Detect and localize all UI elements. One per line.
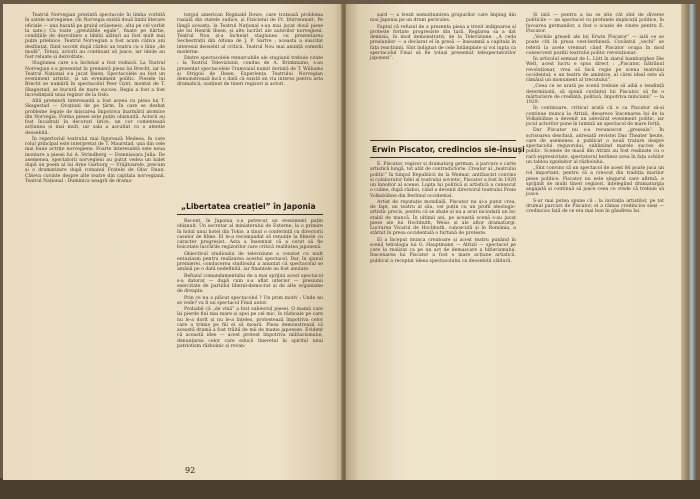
paragraph: Stagiunea care s-a încheiat a fost rodnică. La Teatrul Norvegian s-a prezentat în premieră piesa lui Brecht, iar la Teatrul Național s-a jucat Ibsen. Spectacolele au fost un eveniment artistic, și un eveniment politic. Piesele lui Brecht se numără în spectacolul Peer Gynt, montat de T. Skagestad, se bucură de mare succes. Regia a fost a fost încredințată unui regizor de la Oslo. (25, 61, 165, 98)
heading-underline (370, 157, 516, 158)
right-page (346, 4, 681, 480)
paragraph: Recent, în Japonia s-a petrecut un eveniment puțin obișnuit. Un secretar al ministerului de Externe, la o primire în holul unui hotel din Tokio, a ținut o conferință cu directorii caselor de filme. El le-a recomandat să renunțe la filmele cu caracter progresist. Asta a însemnat că a cerut să fie boicotate lucrările regizorilor care critică realitatea japoneză. (177, 219, 323, 251)
paragraph: Dar Piscator nu s-a recunoscut „greșeala”. În scrisoarea deschisă, adresată revistei Das Theater heute, care de asemenea a publicat o nouă tratare despre spectacolul regizorului, subliniind marele succes de public. Scenele de masă din Atrizii au fost realizate cu o rară expresivitate, spectatorul berlinez avea în fața ochilor un tablou zguduitor al războiului. (526, 128, 664, 165)
paragraph: Obiectivul studioului de televiziune a constat cu mult entuziasm pentru realizarea acestui spectacol. Dar, în ajunul premierei, conducerea studioului a anunțat că spectacolul se amână pe o dată nedefinită, iar finanțele au fost anulate. (177, 251, 323, 273)
book-fore-edge (681, 4, 700, 480)
paragraph: În repertoriul teatrului mai figurează Medeea, în care rolul principal este interpretat de T. Maurstad, una din cele mai bune actrițe norvegiene. Foarte interesantă este noua montare a piesei lui A. Strindberg — Domnișoara Julia. De asemenea, spectatorii norvegieni au putut vedea un balet după un poem al lui Arne Garborg — Vrăjitoarele, precum și o dramatizare după romanul Fratele de Olav Duun. Câteva cuvinte despre alte teatre din capitala norvegiană. Teatrul Național : Duminica neagră de drama- (25, 136, 165, 184)
paragraph: Dintre spectacolele remarcabile ale stagiunii trebuie citate : la Teatrul Televiziunii, condus de A. Brinkmann, s-au prezentat spectacolele Tramvaiul numit dorință de T. Williams și Strigoii de Ibsen. Experiența Teatrului Norvegian demonstrează încă o dată că există un viu interes pentru arta dramatică, susținut de tineri regizori și actori. (177, 56, 323, 88)
paragraph: S-ar mai putea spune că : la invitația artiștilor, pe tot drumul parcurs de Piscator, el a rămas credincios sieși — credincios față de ce era mai bun în gândirea lui. (526, 198, 664, 214)
paragraph: Probabil că „de vină” a fost subiectul piesei. O mamă care își pierde fiul mai mare și apoi pe cel mic, în războaie pe care nu le-a dorit și nu le-a înțeles, protestează împotriva celor care a trimis pe fiii ei să moară. Piesa demonstrează că această dramă a fost trăită de mii de mame japoneze. Evident că această idee — acest protest împotriva militarismului, denunțarea celor care educă tineretul în spiritul unui patriotism războinic și revan- (177, 307, 323, 349)
paragraph: Prin ce nu a plăcut spectacolul ? Un prim motiv : Unde nu se vede? va fi un spectacol Final autor. (177, 295, 323, 306)
paragraph: Teatrul Norvegian prezintă spectacole în limba vorbită în satele norvegiene. (În Norvegia există două limbi literare oficiale — una bazată pe graiul orășenesc, alta pe cel vorbit la sate.) Cu toate „greutățile egale”, fixate pe hârtie, condițiile de dezvoltare a limbii alături au fost mult mai puțin prielnice. Teatrul Norvegian a fost acum câțiva ani desființat, fiind socotit după război un teatru cu o linie „de modă”. Totuși, actorii au continuat să joace, iar ideile au fost reluate și dezvoltate. (25, 13, 165, 60)
heading-underline (177, 214, 323, 215)
left-page (3, 4, 344, 480)
paragraph: Altă premieră interesantă a fost aceea cu piesa lui T. Skagestad — Ovațiuni de pe țărm. În care se dezbat probleme legate de mișcarea împotriva înarmării atomice din Norvegia. Forma piesei este puțin obișnuită. Actorii au fost încadrați în decoruri lirice, un cor comentează acțiunea și mai mult, iar sala a ascultat cu o atenție deosebită. (25, 99, 165, 136)
paragraph: „Ceea ce se arată pe scenă trebuie să aibă o tendință determinată, să spună cuvântul lui Piscator, să fie o mărturisire de credință, politică, împotriva minciunii” — la 1929. (526, 84, 664, 105)
section-heading-piscator: Erwin Piscator, credincios sie-însuși (372, 145, 525, 154)
paragraph: În articolul semnat de L. Lütt în ziarul hamburghez Die Welt, acest lucru e spus direct : „Piscator, bătrânul revoluționar, vrea să facă regie pe scena teatrului occidental; e un teatru de amintire, al cărei ideal este să rămână un monument al trecutului”. (526, 57, 664, 83)
section-heading-japonia: „Libertatea creației” în Japonia (181, 202, 316, 211)
paragraph: „Vechile greșeli ale lui Erwin Piscator” — iată ce se poate citi în presa vest-berlineză. Cuvântul „vechi” se referă la acele vremuri când Piscator ocupa în mod consecvent poziții teatrului politic revoluționar. (526, 35, 664, 56)
paragraph: turgul american Reginald Rowe, care tratează problema rasială din statele sudice, și Fizicienii de Fr. Dürrenmatt. Pe lângă aceasta, la Teatrul Național s-au mai jucat două piese ale lui Henrik Ibsen, și alte lucrări ale autorilor norvegieni. Teatrul Nou și-a încheiat stagiunea cu prezentarea Sechestrații din Altona de J. P. Sartre ; aceasta a suscitat interesul deosebit al criticii. Teatrul Nou mai anunță comedii moderne. (177, 13, 323, 55)
book-cover-edge (0, 478, 700, 499)
page-number: 92 (185, 466, 196, 475)
paragraph: Refuzul comandamentului de a mai sprijini acest spectacol s-a datorat — după cum s-a aflat ulterior — presiunii exercitate de partidul liberal-democrat și de alte organisme de dreapta. (177, 273, 323, 295)
left-column-2-top (177, 13, 323, 181)
paragraph: Și iată — pentru a nu se știe cât sînt de diverse politicile — un spectacol cu profunde implicații politice, în favoarea germanilor, a fost o ocazie de cinste pentru E. Piscator. (526, 13, 664, 34)
right-column-2 (526, 13, 664, 464)
left-column-1 (25, 13, 165, 466)
paragraph: șard — a trezit nemulțumirea grupurilor care împing din nou Japonia pe un drum periculos. (370, 13, 516, 24)
paragraph: Artist de reputație mondială, Piscator nu și-a putut crea, de fapt, un teatru al său, cel puțin cu un profil ideologic-artistic precis, pentru că se zbate și nu a avut niciodată un loc stabil de muncă. În ultimii ani, pe această scenă s-au jucat piese ale lui Hochhuth, Weiss și ale altor dramaturgi. Lucrarea Vicarul de Hochhuth, cunoscută și în România, a stârnit în presa occidentală o furtună de proteste. (370, 199, 516, 237)
paragraph: E. Piscator, regizor și dramaturg german, a parcurs o carte artistică lungă, tot atât de contradictorie. Creator al „teatrului politic” în timpul Republicii de la Weimar, antifascist convins și colaborator fidel al teatrului sovietic, Piscator a fost în 1920 un înnoitor al scenei. Lupta lui politică și artistică a cunoscut o culme, după război, când a devenit directorul teatrului Freie Volksbühne din Berlinul occidental. (370, 162, 517, 199)
right-column-1-bottom (370, 162, 516, 464)
right-column-1-top (370, 13, 516, 133)
paragraph: Faptul că refuzul de a prezenta piesa a trezit indignarea și proteste forțate progresiste din țară. Reglarea sa a dat demisia, în mod demonstrativ, de la Televiziune. „A ceda presiunilor — a declarat el în presă — înseamnă a capitula în fața reacțiunii. Sînt îndignat de cele întâmplate și voi lupta ca spectacolul Final să fie totuși prezentat telespectatorilor japonezi”. (370, 24, 516, 61)
paragraph: În continuare, criticul arată că e ca Piscator să-și continue munca la Atrizii, deoarece înscenarea lui de la Volksbühne a devenit un adevărat eveniment politic, iar jocul actorilor pune în lumină un spectacol de mare forță. (526, 106, 664, 127)
paragraph: El a început munca creatoare și acest teatru punând în scenă tetralogia lui G. Hauptmann — Atrizii — spectacol pe care la realizat ca pe un act de demascare a hitlerismului. Înscenarea lui Piscator a fost o mare acțiune artistică, publicul a receptat ideea spectacolului cu deosebită căldură. (370, 237, 516, 264)
heading-overline (370, 140, 516, 141)
left-column-2-bottom (177, 219, 323, 464)
paragraph: „Sînt convins că un spectacol de acest fel poate juca un rol important, pentru că a crescut din tradiția marilor piese politice. Piscator nu este singurul care afirmă, e sprijinit de mulți tineri regizori, înțelegând dramaturgia angajată și continuă să joace ceea ce crede că trebuie să joace. (526, 166, 664, 198)
